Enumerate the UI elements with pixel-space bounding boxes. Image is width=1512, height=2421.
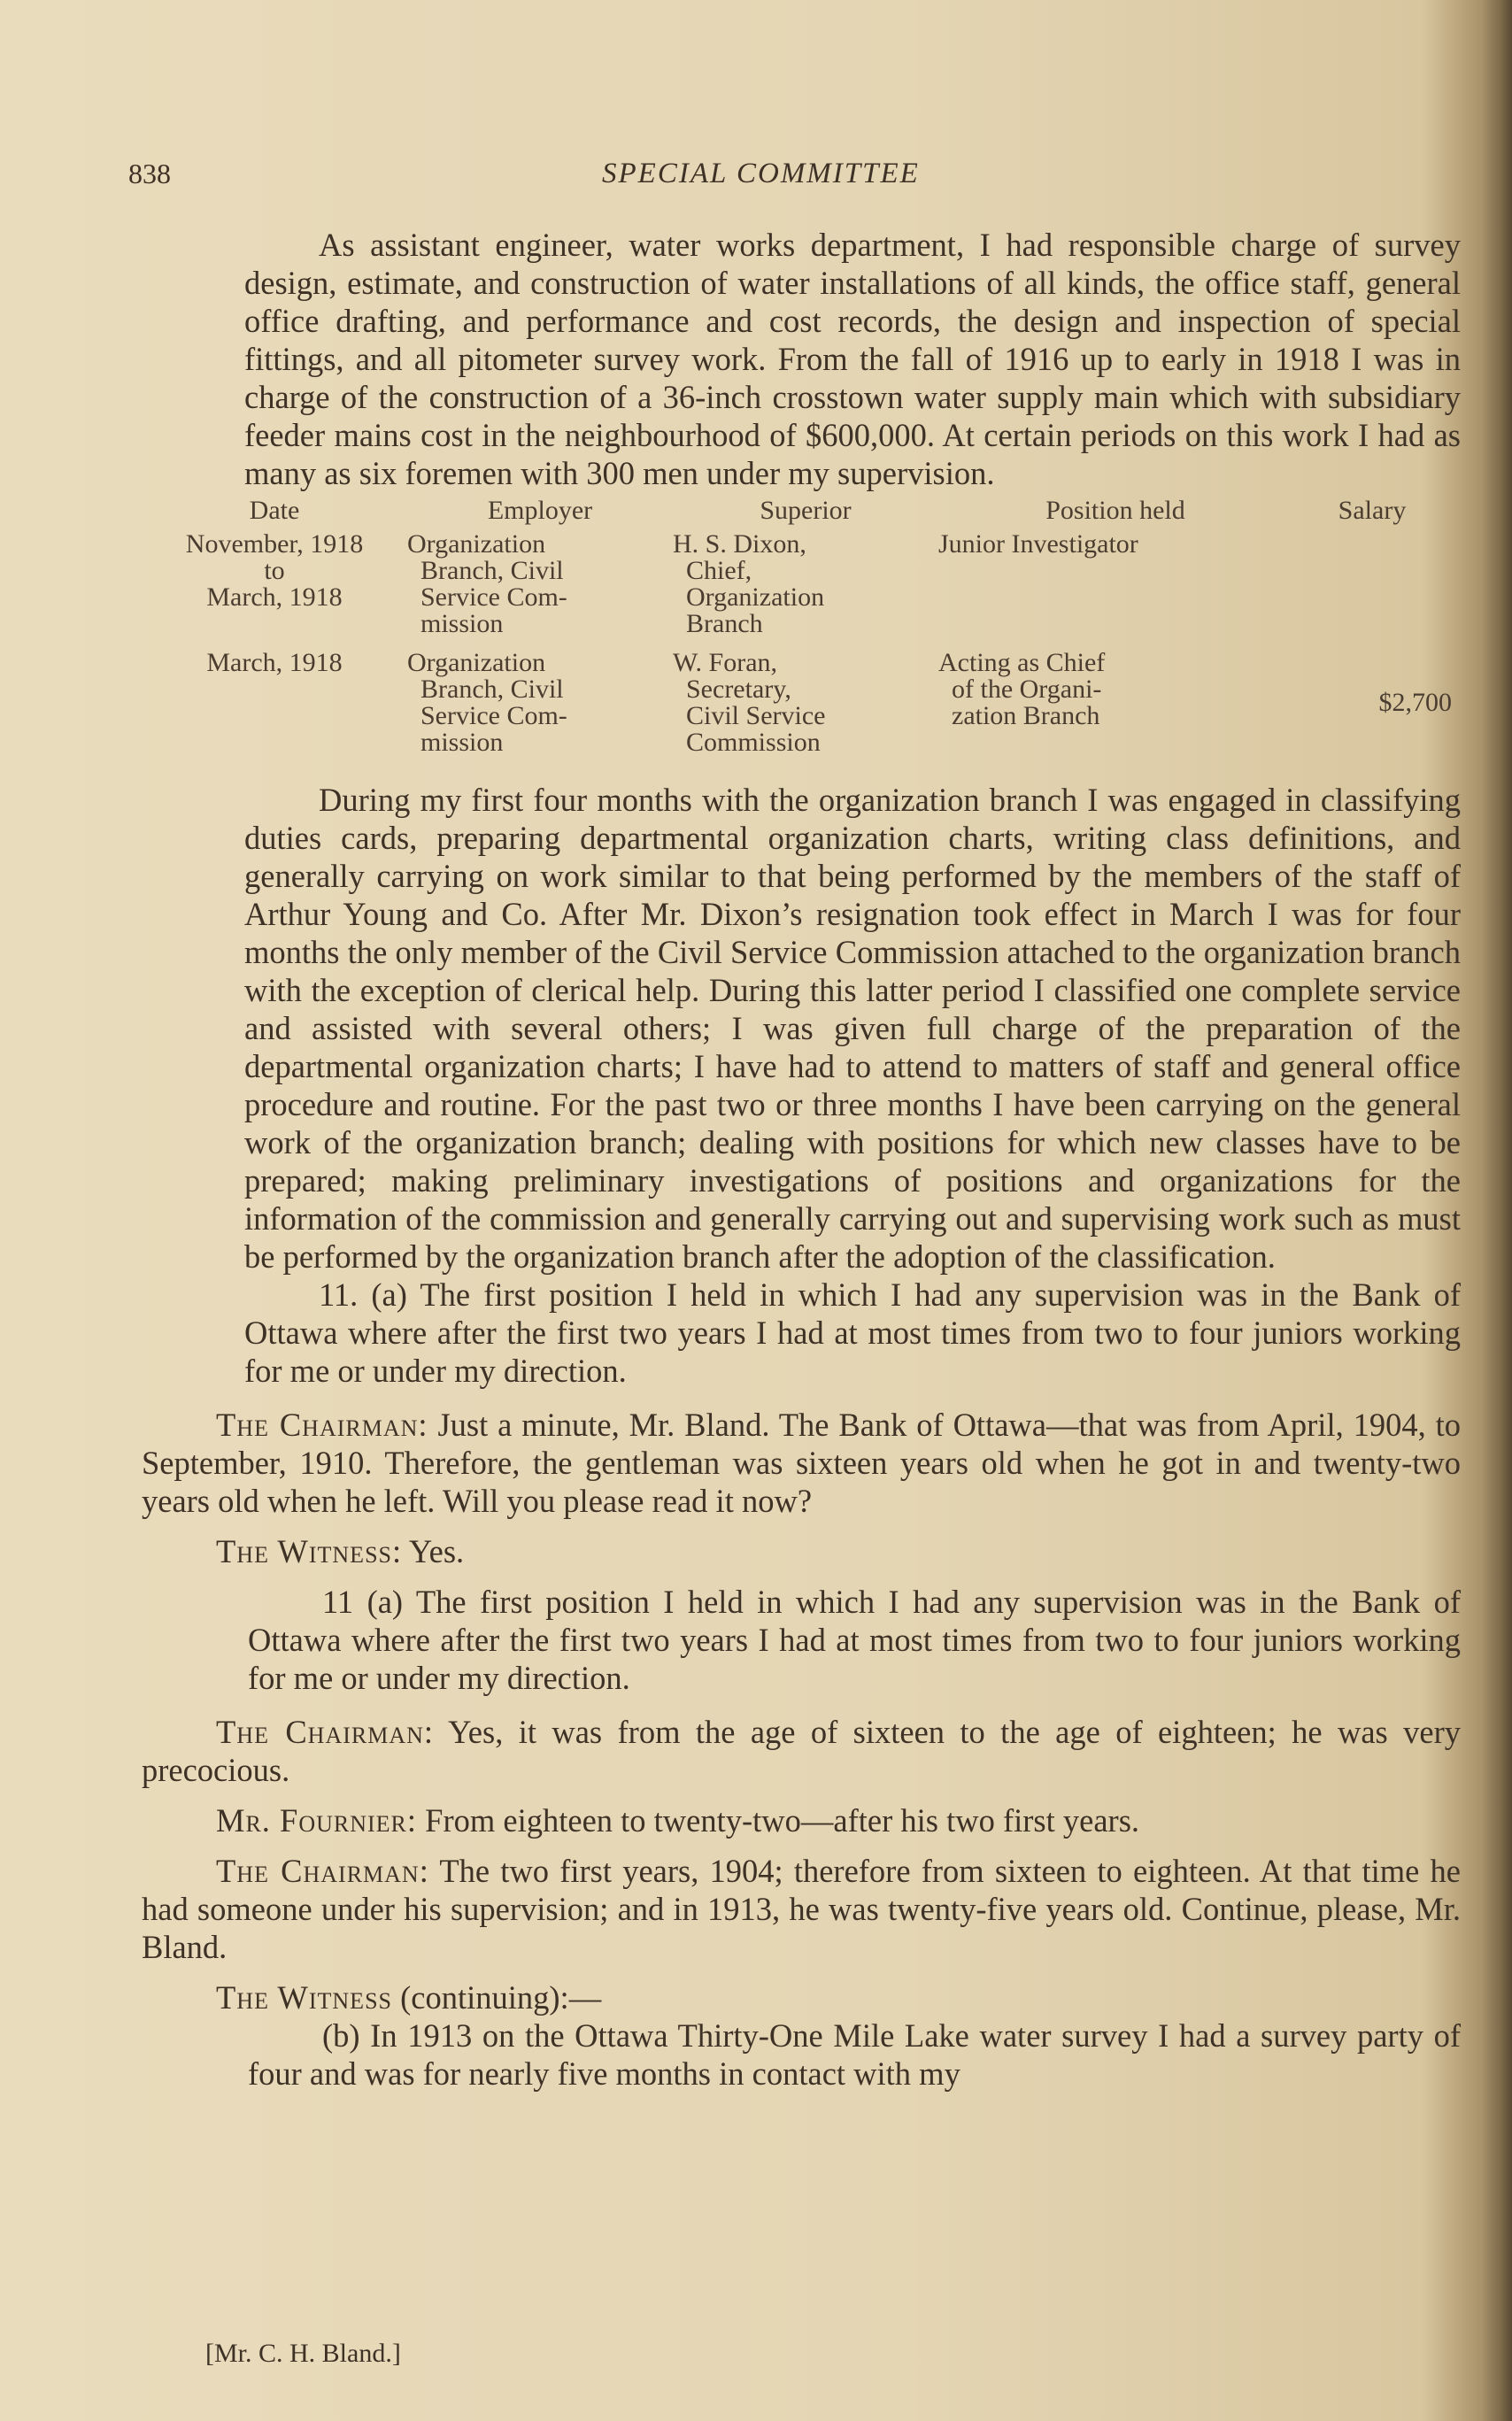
page-number: 838	[128, 158, 171, 189]
footer-witness-name: [Mr. C. H. Bland.]	[205, 2339, 401, 2368]
speech-text: Yes.	[408, 1533, 465, 1569]
speaker-label: The Chairman:	[216, 1853, 429, 1889]
cell-date: November, 1918 to March, 1918	[185, 529, 364, 612]
cell-salary	[1292, 531, 1452, 650]
page-edge-shadow	[1482, 0, 1512, 2421]
speaker-label: The Chairman:	[216, 1714, 435, 1750]
speech-text: Just a minute, Mr. Bland. The Bank of Ottawa—that was from April, 1904, to September, 1910. Therefore, the gentleman was sixteen years old when he got in and twenty-two years old when he left. Will you please read it now?	[142, 1407, 1461, 1519]
cell-position: Acting as Chief of the Organi- zation Branch	[938, 648, 1106, 730]
cell-position: Junior Investigator	[938, 529, 1138, 559]
engineer-paragraph: As assistant engineer, water works department, I had responsible charge of survey design, estimate, and construction of water installations of all kinds, the office staff, general office drafting, and performance and cost records, the design and inspection of special fittings, and all pitometer survey work. From the fall of 1916 up to early in 1918 I was in charge of the construction of a 36-inch crosstown water supply main which with subsidiary feeder mains cost in the neighbourhood of $600,000. At certain periods on this work I had as many as six foremen with 300 men under my supervision.	[244, 227, 1461, 491]
page-header	[0, 158, 1512, 202]
answer-b-block	[142, 2016, 1461, 2093]
cell-employer: Organization Branch, Civil Service Com- mission	[407, 529, 567, 638]
speech-text: Yes, it was from the age of sixteen to the age of eighteen; he was very precocious.	[142, 1714, 1461, 1788]
column-header-superior: Superior	[760, 496, 852, 525]
speech-text: From eighteen to twenty-two—after his two first years.	[425, 1802, 1140, 1839]
table-row	[142, 650, 1452, 768]
quoted-answer-block	[142, 1583, 1461, 1697]
organization-paragraph: During my first four months with the organization branch I was engaged in classifying duties cards, preparing departmental organization charts, writing class definitions, and generally carrying on work similar to that being performed by the members of the staff of Arthur Young and Co. After Mr. Dixon’s resignation took effect in March I was for four months the only member of the Civil Service Commission attached to the organization branch with the exception of clerical help. During this latter period I classified one complete service and assisted with several others; I was given full charge of the preparation of the departmental organization charts; I have had to attend to matters of staff and general office procedure and routine. For the past two or three months I have been carrying on the general work of the organization branch; dealing with positions for which new classes have to be prepared; making preliminary investigations of positions and organizations for the information of the commission and generally carrying out and supervising work such as must be performed by the organization branch after the adoption of the classification.	[244, 782, 1461, 1275]
cell-salary: $2,700	[1378, 688, 1452, 717]
page-body	[142, 226, 1461, 2093]
chairman-remark-2	[142, 1713, 1461, 1789]
answer-b-paragraph: (b) In 1913 on the Ottawa Thirty-One Mile Lake water survey I had a survey party of four and was for nearly five months in contact with my	[248, 2017, 1461, 2092]
witness-continuing	[142, 1978, 1461, 2016]
column-header-date: Date	[249, 496, 300, 525]
table-row	[142, 531, 1452, 650]
positions-table	[142, 497, 1452, 768]
witness-reply-1	[142, 1532, 1461, 1570]
cell-superior: H. S. Dixon, Chief, Organization Branch	[673, 529, 825, 638]
fournier-remark	[142, 1801, 1461, 1839]
speaker-label: The Witness	[216, 1979, 392, 2016]
chairman-remark-1	[142, 1406, 1461, 1520]
organization-paragraph-block	[142, 781, 1461, 1390]
speaker-label: Mr. Fournier:	[216, 1802, 418, 1839]
answer-11a-paragraph: 11. (a) The first position I held in which I had any supervision was in the Bank of Ottawa where after the first two years I had at most times from two to four juniors working for me or under my direction.	[244, 1276, 1461, 1389]
cell-employer: Organization Branch, Civil Service Com- mission	[407, 648, 567, 757]
speech-text: The two first years, 1904; therefore from sixteen to eighteen. At that time he had someone under his supervision; and in 1913, he was twenty-five years old. Continue, please, Mr. Bland.	[142, 1853, 1461, 1965]
column-header-position: Position held	[1045, 496, 1185, 525]
quoted-answer: 11 (a) The first position I held in which I had any supervision was in the Bank of Ottawa where after the first two years I had at most times from two to four juniors working for me or under my direction.	[248, 1584, 1461, 1696]
engineer-paragraph-block	[142, 226, 1461, 492]
column-header-employer: Employer	[487, 496, 593, 525]
speaker-label: The Witness:	[216, 1533, 403, 1569]
table-header-row	[142, 497, 1452, 531]
cell-superior: W. Foran, Secretary, Civil Service Commission	[673, 648, 826, 757]
cell-date: March, 1918	[206, 648, 343, 677]
column-header-salary: Salary	[1338, 496, 1407, 525]
speaker-label: The Chairman:	[216, 1407, 428, 1443]
running-head: SPECIAL COMMITTEE	[602, 158, 920, 189]
chairman-remark-3	[142, 1852, 1461, 1966]
speech-text: (continuing):—	[400, 1979, 602, 2016]
